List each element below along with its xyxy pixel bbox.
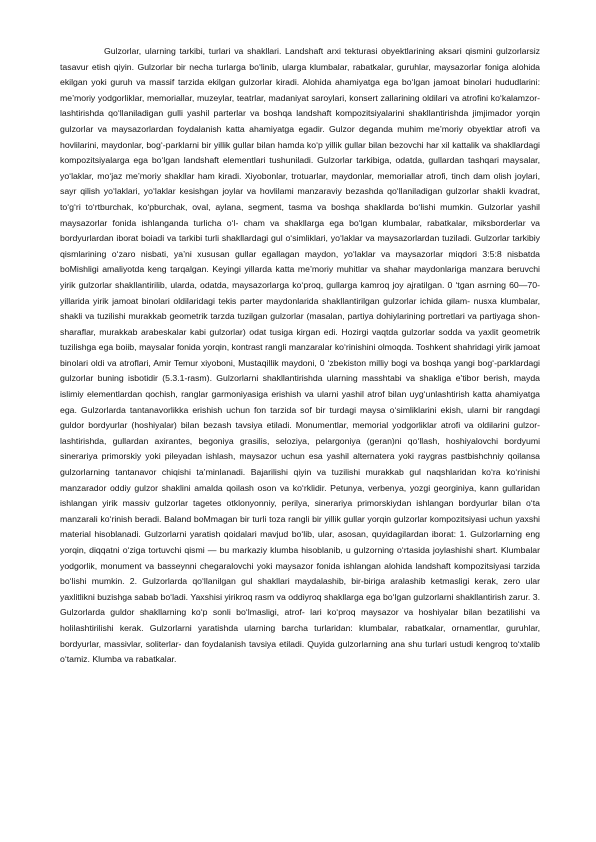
body-paragraph: Gulzorlar, ularning tarkibi, turlari va shakllari. Landshaft arxi tekturasi obyektlarining aksari qismini gulzorlarsiz tasavur etish qiyin. Gulzorlar bir necha turlarga bo‘linib, ularga klumbalar, rabatkalar, guruhlar, maysazorlar foniga alohida ekilgan yoki guruh va massif tarzida ekilgan gulzorlar kiradi. Alohida ahamiyatga ega bo‘lgan jamoat binolari hududlarini: me’moriy yodgorliklar, memoriallar, muzeylar, teatrlar, madaniyat saroylari, konsert zallarining oldilari va atrofini ko‘kalamzor- lashtirishda qo‘llaniladigan gulli yashil parterlar va boshqa landshaft kompozitsiyalarini shakllantirishda jimjimador yorqin gulzorlar va maysazorlardan foydalanish katta ahamiyatga egadir. Gulzor deganda muhim me’moriy obyektlar atrofi va hovlilarini, maydonlar, bog‘-parklarni bir yillik gullar bilan hamda ko‘p yillik gullar bilan bezovchi har xil kattalik va shakllardagi kompozitsiyalarga ega bo‘lgan landshaft elementlari tushuniladi. Gulzorlar tarkibiga, odatda, gullardan tashqari maysalar, yo‘laklar, mo‘jaz me’moriy shakllar ham kiradi. Xiyobonlar, trotuarlar, maydonlar, memoriallar atrofi, tinch dam olish joylari, sayr qilish yo‘laklari, yo‘laklar kesishgan joylar va hovlilami manzaraviy bezashda qo‘llaniladigan gulzorlar shakli kvadrat, to‘g‘ri to‘rtburchak, ko‘pburchak, oval, aylana, segment, tasma va boshqa shakllarda bo‘lishi mumkin. Gulzorlar yashil maysazorlar fonida ishlanganda turlicha o‘l- cham va shakllarga ega bo‘lgan klumbalar, rabatkalar, miksborderlar va bordyurlardan iborat boiadi va tarkibi turli shakllardagi gul o‘simliklari, yo‘laklar va maysazorlardan tuziladi. Gulzorlar tarkibiy qismlarining o‘zaro nisbati, ya’ni xususan gullar egallagan maydon, yo‘laklar va maysazorlar miqdori 3:5:8 nisbatda boMishligi amaliyotda keng tarqalgan. Keyingi yillarda katta me’moriy muhitlar va shahar maydonlariga manzara beruvchi yirik gulzorlar shakllantirilib, ularda, odatda, maysazorlarga ko‘proq, gullarga kamroq joy ajratilgan. 0 ‘tgan asrning 60—70-yillarida yirik jamoat binolari oldilaridagi tekis parter maydonlarida shakllantirilgan gulzorlar ichida gilam- nusxa klumbalar, shakli va tuzilishi murakkab geometrik tarzda tuzilgan gulzorlar (masalan, partiya dohiylarining portretlari va partiyaga shon-sharaflar, murakkab arabeskalar kabi gulzorlar) odat tusiga kirgan edi. Hozirgi vaqtda gulzorlar sodda va yaxlit geometrik tuzilishga ega boiib, maysalar fonida yorqin, kontrast rangli manzaralar ko‘rinishini olmoqda. Toshkent shahridagi yirik jamoat binolari oldi va atroflari, Amir Temur xiyoboni, Mustaqillik maydoni, 0 ‘zbekiston milliy bogi va boshqa yangi bog‘-parklardagi gulzorlar buning isbotidir (5.3.1-rasm). Gulzorlarni shakllantirishda ularning masshtabi va shakliga e’tibor berish, mayda islimiy elementlardan qochish, ranglar garmoniyasiga erishish va ularni yashil atrof bilan uyg‘unlashtirish katta ahamiyatga ega. Gulzorlarda tantanavorlikka erishish uchun fon tarzida sof bir turdagi maysa o‘simliklarini ekish, ularni bir rangdagi guldor bordyurlar (hoshiyalar) bilan bezash tavsiya etiladi. Monumentlar, memorial yodgorliklar atrofi va oldilarini gulzor- lashtirishda, gullardan axirantes, begoniya grasilis, seloziya, pelargoniya (geran)ni qo‘llash, hoshiyalovchi bordyumi sinerariya primorskiy yoki pileyadan ishlash, maysazor uchun esa yashil alternatera yoki raygras pastbishchniy qoilansa gulzorlarning tantanavor chiqishi ta’minlanadi. Bajarilishi qiyin va tuzilishi murakkab gul naqshlaridan ko‘ra ko‘rinishi manzarador oddiy gulzor shaklini amalda qoilash oson va ko‘rklidir. Petunya, verbenya, yozgi georginiya, kann gullaridan ishlangan yirik massiv gulzorlar tagetes otklonyonniy, perilya, sinerariya primorskiydan ishlangan bordyurlar bilan o‘ta manzarali ko‘rinish beradi. Baland boMmagan bir turli toza rangli bir yillik gullar yorqin gulzorlar kompozitsiyasi uchun yaxshi material hisoblanadi. Gulzorlarni yaratish qoidalari mavjud bo‘lib, ular, asosan, quyidagilardan iborat: 1. Gulzorlarning eng yorqin, diqqatni o‘ziga tortuvchi qismi — bu markaziy klumba hisoblanib, u gulzorning o‘rtasida joylashishi shart. Klumbalar yodgorlik, monument va basseynni chegaralovchi yoki maysazor fonida ishlangan alohida landshaft kompozitsiyasi tarzida bo‘lishi mumkin. 2. Gulzorlarda qo‘llanilgan gul shakllari maydalashib, bir-biriga aralashib ketmasligi kerak, zero ular yaxlitlikni buzishga sabab bo‘ladi. Yaxshisi yirikroq rasm va oddiyroq shakllarga ega bo‘lgan gulzorlarni shakllantirish zarur. 3. Gulzorlarda guldor shakllarning ko‘p sonli bo‘lmasligi, atrof- lari ko‘proq maysazor va hoshiyalar bilan bezatilishi va holilashtirilishi kerak. Gulzorlarni yaratishda ularning barcha turlaridan: klumbalar, rabatkalar, ornamentlar, guruhlar, bordyurlar, massivlar, soliterlar- dan foydalanish tavsiya etiladi. Quyida gulzorlarning ana shu turlari ustudi kengroq to‘xtalib o‘tamiz. Klumba va rabatkalar. <box>60 46 540 665</box>
document-page <box>60 44 540 668</box>
